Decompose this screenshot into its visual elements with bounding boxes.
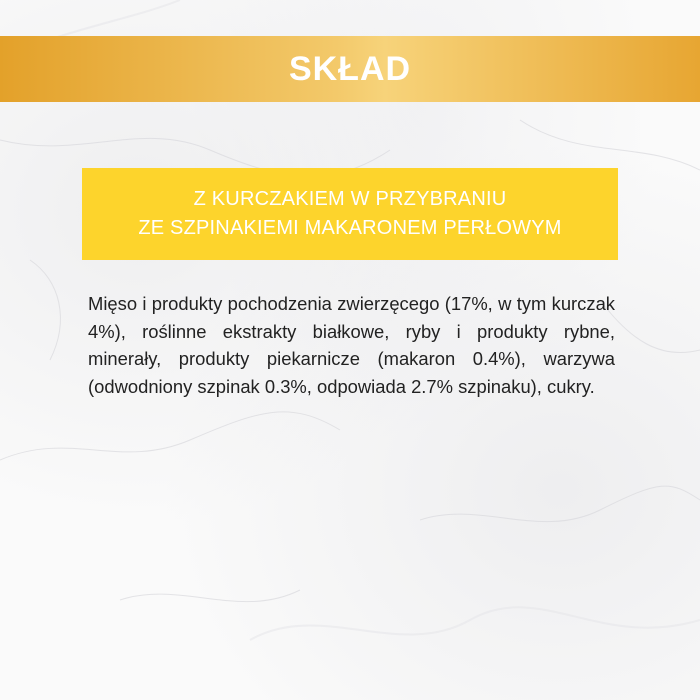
product-name-box: [82, 168, 618, 260]
header-title: SKŁAD: [288, 49, 412, 88]
header-band: [0, 36, 700, 102]
product-name-line-2: ZE SZPINAKIEMI MAKARONEM PERŁOWYM: [138, 217, 562, 239]
ingredients-text: Mięso i produkty pochodzenia zwierzęcego (17%, w tym kurczak 4%), roślinne ekstrakty białkowe, ryby i produkty rybne, minerały, produkty piekarnicze (makaron 0.4%), warzywa (odwodniony szpinak 0.3%, odpowiada 2.7% szpinaku), cukry.: [88, 293, 615, 397]
product-name-line-1: Z KURCZAKIEM W PRZYBRANIU: [193, 188, 507, 210]
